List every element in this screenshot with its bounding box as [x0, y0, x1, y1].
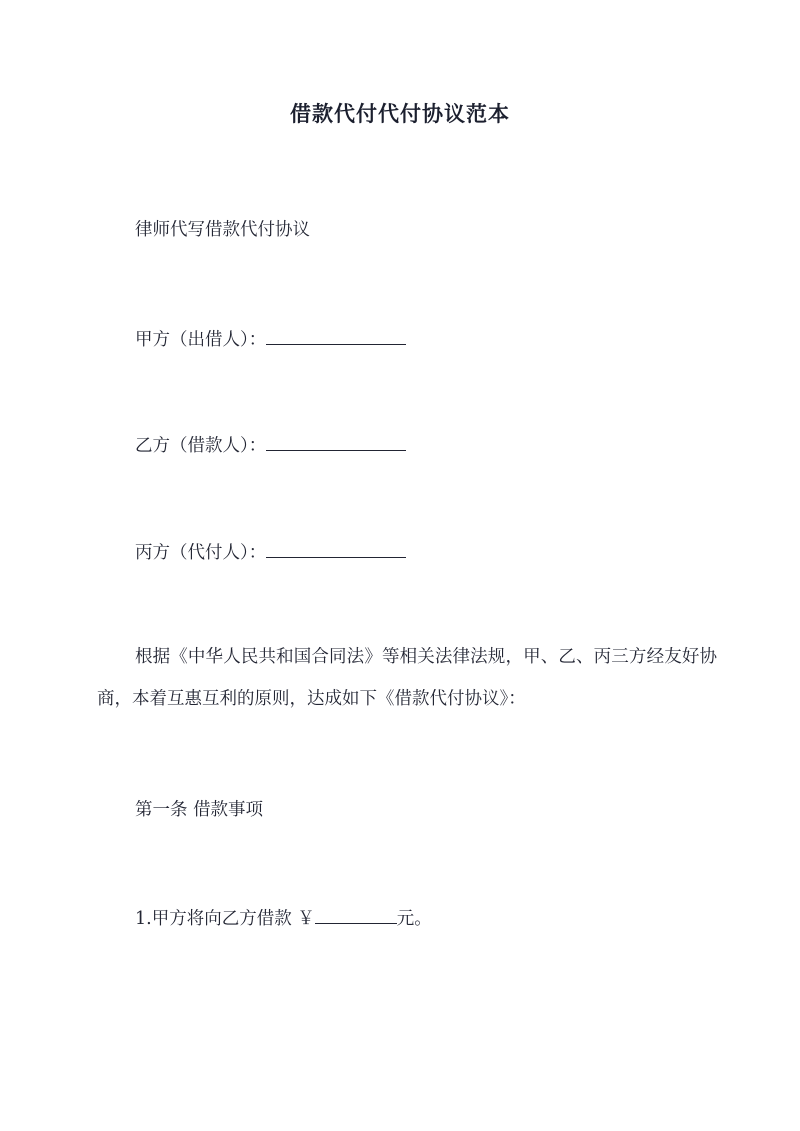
party-a-blank: [266, 326, 406, 345]
party-b-blank: [266, 432, 406, 451]
article-1-item-1: [135, 905, 432, 931]
party-c-label: 丙方（代付人）：: [135, 543, 267, 563]
party-c-blank: [266, 539, 406, 558]
party-a-label: 甲方（出借人）：: [135, 330, 267, 350]
amount-blank: [315, 905, 397, 924]
item-1-prefix: 1.甲方将向乙方借款 ￥: [135, 909, 315, 929]
document-subtitle: 律师代写借款代付协议: [135, 220, 310, 240]
party-c-line: [135, 539, 406, 565]
party-b-line: [135, 432, 406, 458]
party-a-line: [135, 326, 406, 352]
article-1-heading: 第一条 借款事项: [135, 800, 264, 820]
party-b-label: 乙方（借款人）：: [135, 436, 267, 456]
item-1-suffix: 元。: [396, 909, 432, 929]
document-title: 借款代付代付协议范本: [290, 101, 510, 126]
preamble-paragraph: 根据《中华人民共和国合同法》等相关法律法规，甲、乙、丙三方经友好协商，本着互惠互利的原则，达成如下《借款代付协议》：: [97, 647, 717, 709]
